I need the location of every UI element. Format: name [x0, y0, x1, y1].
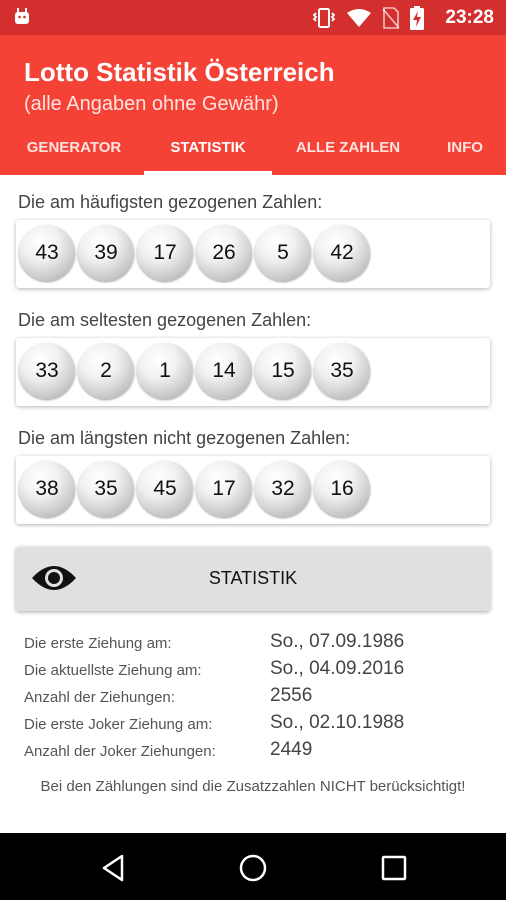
app-bar — [0, 35, 506, 175]
info-key: Die aktuellste Ziehung am: — [24, 662, 202, 679]
tab-alle-zahlen[interactable]: ALLE ZAHLEN — [295, 139, 401, 156]
tab-statistik[interactable]: STATISTIK — [144, 130, 272, 175]
lotto-ball: 42 — [314, 225, 370, 281]
lotto-ball: 1 — [137, 343, 193, 399]
info-row — [24, 739, 494, 765]
lotto-ball: 5 — [255, 225, 311, 281]
app-title: Lotto Statistik Österreich — [24, 57, 335, 87]
home-icon[interactable] — [238, 853, 268, 883]
disclaimer-note: Bei den Zählungen sind die Zusatzzahlen NICHT berücksichtigt! — [40, 778, 466, 795]
status-bar — [0, 0, 506, 35]
lotto-ball: 17 — [196, 461, 252, 517]
lotto-ball: 2 — [78, 343, 134, 399]
info-value: 2449 — [270, 739, 313, 760]
info-row — [24, 685, 494, 711]
tab-generator[interactable]: GENERATOR — [26, 139, 122, 156]
longest-not-drawn-card — [16, 456, 490, 524]
lotto-ball: 35 — [314, 343, 370, 399]
statistics-content — [0, 175, 506, 833]
info-key: Die erste Joker Ziehung am: — [24, 716, 213, 733]
lotto-ball: 16 — [314, 461, 370, 517]
navigation-bar — [0, 833, 506, 900]
info-row — [24, 658, 494, 684]
lotto-ball: 38 — [19, 461, 75, 517]
lotto-ball: 15 — [255, 343, 311, 399]
ball-row — [19, 225, 370, 281]
rarest-card — [16, 338, 490, 406]
lotto-ball: 35 — [78, 461, 134, 517]
longest-not-drawn-label: Die am längsten nicht gezogenen Zahlen: — [18, 428, 351, 448]
lotto-ball: 43 — [19, 225, 75, 281]
clock: 23:28 — [445, 7, 494, 28]
info-key: Die erste Ziehung am: — [24, 635, 172, 652]
lotto-ball: 26 — [196, 225, 252, 281]
lotto-ball: 39 — [78, 225, 134, 281]
lotto-ball: 33 — [19, 343, 75, 399]
rarest-label: Die am seltesten gezogenen Zahlen: — [18, 310, 312, 330]
back-icon[interactable] — [98, 853, 128, 883]
most-frequent-card — [16, 220, 490, 288]
vibrate-icon — [312, 7, 336, 29]
battery-charging-icon — [410, 6, 424, 30]
most-frequent-label: Die am häufigsten gezogenen Zahlen: — [18, 192, 323, 212]
ball-row — [19, 343, 370, 399]
statistik-button[interactable] — [16, 547, 490, 611]
lotto-ball: 32 — [255, 461, 311, 517]
lotto-ball: 45 — [137, 461, 193, 517]
info-key: Anzahl der Joker Ziehungen: — [24, 743, 216, 760]
info-value: So., 07.09.1986 — [270, 631, 405, 652]
wifi-icon — [346, 8, 372, 28]
lotto-ball: 14 — [196, 343, 252, 399]
app-subtitle: (alle Angaben ohne Gewähr) — [24, 93, 279, 115]
tab-info[interactable]: INFO — [447, 139, 483, 156]
no-sim-icon — [382, 7, 400, 29]
system-icons — [312, 6, 424, 30]
info-key: Anzahl der Ziehungen: — [24, 689, 175, 706]
info-value: 2556 — [270, 685, 313, 706]
recents-icon[interactable] — [379, 853, 409, 883]
info-value: So., 02.10.1988 — [270, 712, 405, 733]
info-row — [24, 631, 494, 657]
ball-row — [19, 461, 370, 517]
tab-bar — [0, 130, 506, 175]
statistik-button-label: STATISTIK — [208, 568, 298, 588]
android-icon — [12, 7, 32, 27]
lotto-ball: 17 — [137, 225, 193, 281]
info-value: So., 04.09.2016 — [270, 658, 405, 679]
info-row — [24, 712, 494, 738]
